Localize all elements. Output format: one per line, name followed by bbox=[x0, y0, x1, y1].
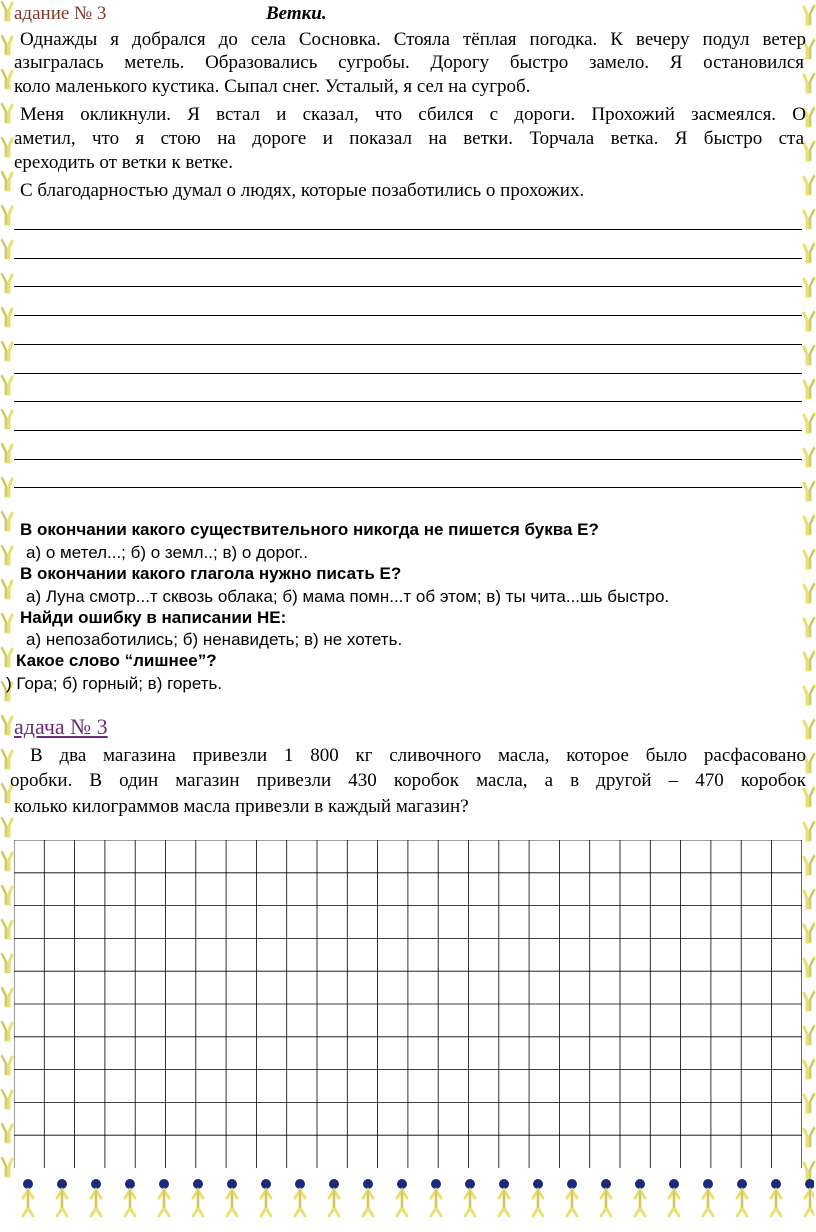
border-mark-icon bbox=[0, 476, 14, 498]
border-mark-icon bbox=[802, 684, 816, 706]
question-1: В окончании какого существительного никогда не пишется буква Е? bbox=[20, 520, 599, 539]
writing-line bbox=[14, 401, 802, 402]
writing-line bbox=[14, 430, 802, 431]
border-mark-icon bbox=[802, 4, 816, 26]
border-mark-icon bbox=[0, 986, 14, 1008]
border-mark-icon bbox=[802, 1058, 816, 1080]
writing-line bbox=[14, 344, 802, 345]
task1-heading: адание № 3 bbox=[14, 3, 107, 24]
border-mark-icon bbox=[0, 1054, 14, 1076]
border-mark-icon bbox=[0, 306, 14, 328]
writing-line bbox=[14, 286, 802, 287]
border-mark-icon bbox=[0, 272, 14, 294]
border-mark-icon bbox=[0, 238, 14, 260]
border-mark-icon bbox=[0, 1020, 14, 1042]
border-mark-icon bbox=[802, 514, 816, 536]
border-mark-icon bbox=[802, 956, 816, 978]
border-mark-icon bbox=[802, 378, 816, 400]
problem-line-2: оробки. В один магазин привезли 430 коробок масла, а в другой – 470 коробок bbox=[10, 770, 806, 791]
border-mark-icon bbox=[0, 1156, 14, 1178]
border-mark-icon bbox=[0, 34, 14, 56]
border-mark-icon bbox=[0, 68, 14, 90]
question-4: Какое слово “лишнее”? bbox=[16, 651, 217, 670]
border-mark-icon bbox=[802, 990, 816, 1012]
border-mark-icon bbox=[802, 310, 816, 332]
problem-line-1: В два магазина привезли 1 800 кг сливочного масла, которое было расфасовано bbox=[30, 745, 806, 766]
story-line-6: ереходить от ветки к ветке. bbox=[14, 152, 233, 173]
border-mark-icon bbox=[0, 136, 14, 158]
border-mark-icon bbox=[802, 174, 816, 196]
writing-line bbox=[14, 229, 802, 230]
border-mark-icon bbox=[0, 1088, 14, 1110]
border-mark-icon bbox=[0, 204, 14, 226]
border-mark-icon bbox=[0, 714, 14, 736]
border-mark-icon bbox=[802, 480, 816, 502]
bottom-border-decoration bbox=[14, 1176, 814, 1226]
story-line-2: азыгралась метель. Образовались сугробы. Дорогу быстро замело. Я остановился bbox=[14, 52, 804, 73]
story-line-1: Однажды я добрался до села Сосновка. Стояла тёплая погодка. К вечеру подул ветер bbox=[20, 29, 806, 50]
border-mark-icon bbox=[802, 72, 816, 94]
story-line-4: Меня окликнули. Я встал и сказал, что сбился с дороги. Прохожий засмеялся. О bbox=[20, 104, 806, 125]
border-mark-icon bbox=[0, 918, 14, 940]
border-mark-icon bbox=[802, 922, 816, 944]
border-mark-icon bbox=[802, 1092, 816, 1114]
border-mark-icon bbox=[802, 446, 816, 468]
answer-3: а) непозаботились; б) ненавидеть; в) не хотеть. bbox=[26, 630, 403, 649]
border-mark-icon bbox=[802, 344, 816, 366]
border-mark-icon bbox=[0, 408, 14, 430]
border-mark-icon bbox=[0, 0, 14, 22]
border-mark-icon bbox=[0, 374, 14, 396]
border-mark-icon bbox=[0, 816, 14, 838]
answer-2: а) Луна смотр...т сквозь облака; б) мама помн...т об этом; в) ты чита...шь быстро. bbox=[26, 587, 670, 606]
writing-line bbox=[14, 487, 802, 488]
task2-heading: адача № 3 bbox=[14, 714, 108, 739]
writing-line bbox=[14, 459, 802, 460]
writing-line bbox=[14, 315, 802, 316]
problem-line-3: колько килограммов масла привезли в каждый магазин? bbox=[14, 796, 469, 817]
calculation-grid bbox=[14, 840, 802, 1168]
story-line-5: аметил, что я стою на дороге и показал на ветки. Торчала ветка. Я быстро ста bbox=[14, 128, 804, 149]
border-mark-icon bbox=[0, 748, 14, 770]
border-mark-icon bbox=[0, 612, 14, 634]
border-mark-icon bbox=[0, 952, 14, 974]
border-mark-icon bbox=[802, 276, 816, 298]
writing-line bbox=[14, 373, 802, 374]
border-mark-icon bbox=[0, 578, 14, 600]
border-mark-icon bbox=[0, 850, 14, 872]
border-mark-icon bbox=[802, 820, 816, 842]
border-mark-icon bbox=[802, 140, 816, 162]
border-mark-icon bbox=[802, 412, 816, 434]
border-mark-icon bbox=[0, 646, 14, 668]
story-line-3: коло маленького кустика. Сыпал снег. Усталый, я сел на сугроб. bbox=[14, 76, 531, 97]
border-mark-icon bbox=[0, 510, 14, 532]
answer-4: ) Гора; б) горный; в) гореть. bbox=[6, 674, 223, 693]
border-mark-icon bbox=[802, 1024, 816, 1046]
border-mark-icon bbox=[802, 548, 816, 570]
answer-1: а) о метел...; б) о земл..; в) о дорог.. bbox=[26, 543, 308, 562]
border-mark-icon bbox=[802, 718, 816, 740]
question-2: В окончании какого глагола нужно писать Е? bbox=[20, 564, 402, 583]
border-mark-icon bbox=[0, 442, 14, 464]
border-mark-icon bbox=[802, 616, 816, 638]
story-title: Ветки. bbox=[266, 3, 327, 24]
border-mark-icon bbox=[0, 340, 14, 362]
border-mark-icon bbox=[0, 884, 14, 906]
story-line-7: С благодарностью думал о людях, которые позаботились о прохожих. bbox=[20, 180, 585, 201]
writing-line bbox=[14, 258, 802, 259]
border-mark-icon bbox=[802, 888, 816, 910]
border-mark-icon bbox=[802, 208, 816, 230]
border-mark-icon bbox=[0, 1122, 14, 1144]
border-mark-icon bbox=[802, 1126, 816, 1148]
border-mark-icon bbox=[0, 170, 14, 192]
border-mark-icon bbox=[802, 854, 816, 876]
border-mark-icon bbox=[802, 650, 816, 672]
border-mark-icon bbox=[0, 102, 14, 124]
border-mark-icon bbox=[802, 582, 816, 604]
question-3: Найди ошибку в написании НЕ: bbox=[20, 608, 287, 627]
border-mark-icon bbox=[0, 544, 14, 566]
border-mark-icon bbox=[802, 242, 816, 264]
